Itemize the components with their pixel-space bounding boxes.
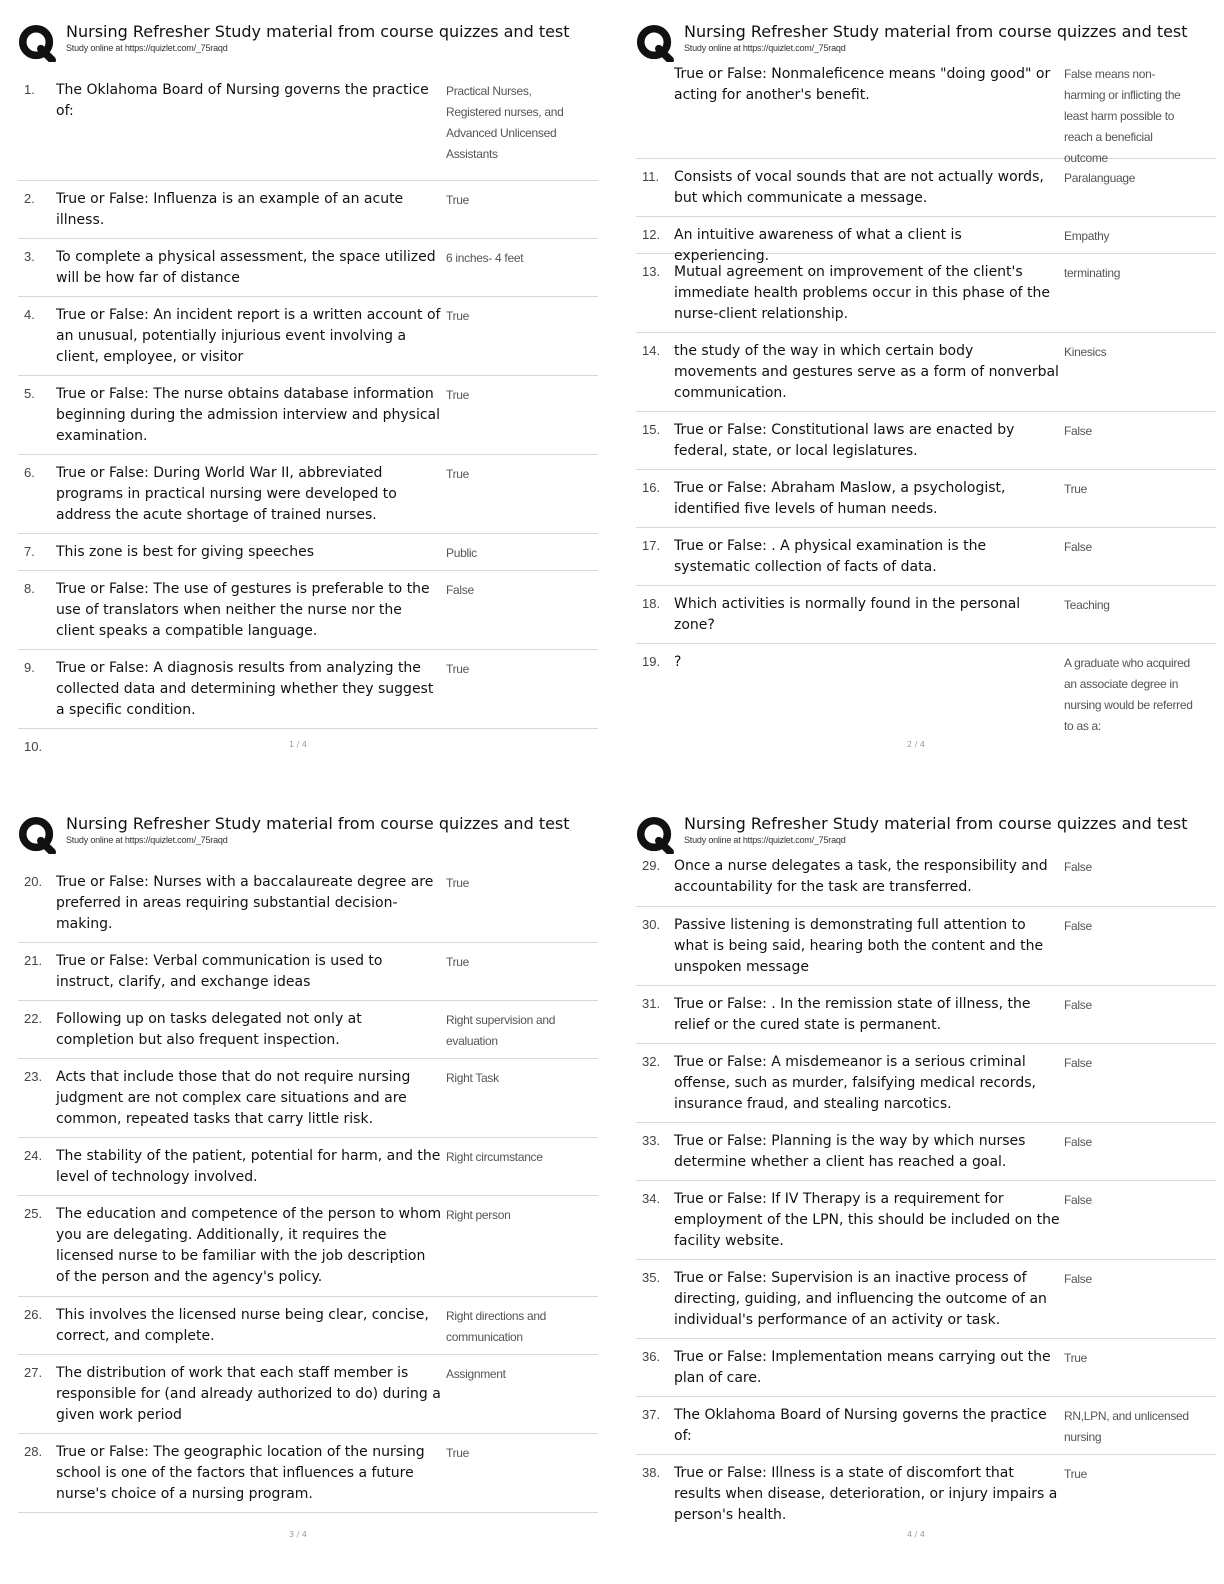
list-item — [18, 455, 598, 534]
item-answer: Assignment — [446, 1367, 506, 1381]
page-header — [18, 22, 598, 72]
item-number: 28. — [24, 1444, 43, 1459]
item-question: True or False: Nurses with a baccalaureate degree are preferred in areas requiring substantial decision-making. — [56, 874, 434, 932]
item-question: True or False: Planning is the way by which nurses determine whether a client has reached a goal. — [674, 1133, 1026, 1170]
item-question: True or False: Nonmaleficence means "doing good" or acting for another's benefit. — [674, 66, 1051, 103]
list-item — [636, 1123, 1216, 1181]
item-question: True or False: If IV Therapy is a requirement for employment of the LPN, this should be included on the facility website. — [674, 1191, 1060, 1249]
item-number: 38. — [642, 1465, 661, 1480]
list-item — [18, 864, 598, 943]
list-item — [636, 159, 1216, 217]
list-item — [18, 72, 598, 181]
list-item — [636, 528, 1216, 586]
page-number: 2 / 4 — [907, 740, 925, 749]
item-answer: False — [1064, 1193, 1092, 1207]
item-number: 9. — [24, 660, 35, 675]
list-item — [18, 1434, 598, 1513]
page-2 — [636, 22, 1216, 749]
item-answer: True — [446, 662, 470, 676]
item-number: 19. — [642, 654, 661, 669]
item-answer: Right supervision and evaluation — [446, 1013, 556, 1048]
item-question: True or False: The nurse obtains database information beginning during the admission interview and physical examination. — [56, 386, 441, 444]
item-answer: Empathy — [1064, 229, 1110, 243]
quizlet-logo-icon — [18, 816, 56, 854]
item-question: True or False: Supervision is an inactive process of directing, guiding, and influencing the outcome of an individual's performance of an activity or task. — [674, 1270, 1047, 1328]
page-number: 4 / 4 — [907, 1530, 925, 1539]
list-item — [18, 571, 598, 650]
list-item — [18, 1001, 598, 1059]
item-number: 34. — [642, 1191, 661, 1206]
list-item — [18, 1297, 598, 1355]
item-question: Passive listening is demonstrating full attention to what is being said, hearing both the content and the unspoken message — [674, 917, 1044, 975]
item-question: Consists of vocal sounds that are not actually words, but which communicate a message. — [674, 169, 1044, 206]
item-answer: False — [1064, 424, 1092, 438]
page-number: 3 / 4 — [289, 1530, 307, 1539]
item-number: 8. — [24, 581, 35, 596]
list-item — [636, 586, 1216, 644]
item-question: Acts that include those that do not require nursing judgment are not complex care situations and are common, repeated tasks that carry little risk. — [56, 1069, 411, 1127]
page-title: Nursing Refresher Study material from course quizzes and test — [66, 814, 570, 833]
item-number: 22. — [24, 1011, 43, 1026]
item-question: Which activities is normally found in the personal zone? — [674, 596, 1021, 633]
item-answer: Right circumstance — [446, 1150, 543, 1164]
item-number: 21. — [24, 953, 43, 968]
item-number: 6. — [24, 465, 35, 480]
item-question: True or False: . In the remission state of illness, the relief or the cured state is permanent. — [674, 996, 1031, 1033]
item-number: 30. — [642, 917, 661, 932]
item-question: ? — [674, 654, 682, 670]
item-answer: False — [1064, 540, 1092, 554]
item-number: 27. — [24, 1365, 43, 1380]
list-item — [636, 1455, 1216, 1533]
list-item — [636, 254, 1216, 333]
item-number: 29. — [642, 858, 661, 873]
page-3 — [18, 814, 598, 1539]
list-item — [18, 1196, 598, 1297]
item-answer: True — [446, 309, 470, 323]
page-1 — [18, 22, 598, 759]
list-item — [636, 412, 1216, 470]
item-answer: True — [1064, 482, 1088, 496]
item-question: This involves the licensed nurse being clear, concise, correct, and complete. — [56, 1307, 429, 1344]
page-header — [18, 814, 598, 864]
item-answer: Paralanguage — [1064, 171, 1136, 185]
list-item — [636, 217, 1216, 264]
quizlet-logo-icon — [636, 816, 674, 854]
list-item — [636, 1339, 1216, 1397]
item-number: 35. — [642, 1270, 661, 1285]
item-number: 26. — [24, 1307, 43, 1322]
item-question: True or False: Verbal communication is used to instruct, clarify, and exchange ideas — [56, 953, 383, 990]
item-question: True or False: . A physical examination is the systematic collection of facts of data. — [674, 538, 987, 575]
item-question: True or False: Implementation means carrying out the plan of care. — [674, 1349, 1051, 1386]
list-item — [636, 1044, 1216, 1123]
list-item — [18, 239, 598, 297]
item-answer: RN,LPN, and unlicensed nursing — [1064, 1409, 1189, 1444]
list-item — [18, 534, 598, 571]
quizlet-logo-icon — [636, 24, 674, 62]
item-answer: True — [1064, 1351, 1088, 1365]
list-item — [636, 62, 1216, 165]
item-answer: True — [446, 1446, 470, 1460]
item-number: 24. — [24, 1148, 43, 1163]
list-item — [18, 181, 598, 239]
page-subtitle: Study online at https://quizlet.com/_75raqd — [684, 835, 846, 845]
item-answer: Teaching — [1064, 598, 1110, 612]
item-question: True or False: The geographic location of the nursing school is one of the factors that influences a future nurse's choice of a nursing program. — [56, 1444, 425, 1502]
list-item — [636, 1181, 1216, 1260]
item-number: 4. — [24, 307, 35, 322]
item-question: The Oklahoma Board of Nursing governs the practice of: — [674, 1407, 1047, 1444]
item-number: 2. — [24, 191, 35, 206]
page-title: Nursing Refresher Study material from course quizzes and test — [684, 22, 1188, 41]
item-question: True or False: An incident report is a written account of an unusual, potentially injurious event involving a client, employee, or visitor — [56, 307, 441, 365]
item-question: True or False: Influenza is an example of an acute illness. — [56, 191, 404, 228]
item-answer: Right directions and communication — [446, 1309, 547, 1344]
list-item — [18, 376, 598, 455]
item-question: True or False: Constitutional laws are enacted by federal, state, or local legislatures. — [674, 422, 1015, 459]
item-number: 16. — [642, 480, 661, 495]
item-number: 13. — [642, 264, 661, 279]
item-answer: False means non-harming or inflicting the least harm possible to reach a beneficial outcome — [1064, 67, 1181, 165]
page-title: Nursing Refresher Study material from course quizzes and test — [684, 814, 1188, 833]
list-item — [18, 297, 598, 376]
item-answer: False — [1064, 998, 1092, 1012]
item-answer: False — [1064, 860, 1092, 874]
item-number: 14. — [642, 343, 661, 358]
list-item — [636, 986, 1216, 1044]
list-item — [636, 1397, 1216, 1455]
item-answer: True — [446, 467, 470, 481]
item-answer: False — [1064, 1272, 1092, 1286]
item-answer: Practical Nurses, Registered nurses, and Advanced Unlicensed Assistants — [446, 84, 564, 161]
item-answer: True — [1064, 1467, 1088, 1481]
item-answer: True — [446, 955, 470, 969]
item-question: The education and competence of the person to whom you are delegating. Additionally, it requires the licensed nurse to be familiar with the job description of the person and the agency's policy. — [56, 1206, 442, 1285]
list-item — [636, 470, 1216, 528]
item-number: 12. — [642, 227, 661, 242]
page-header — [636, 22, 1216, 62]
list-item — [18, 650, 598, 729]
page-header — [636, 814, 1216, 852]
item-question: An intuitive awareness of what a client is experiencing. — [674, 227, 962, 264]
page-number: 1 / 4 — [289, 740, 307, 749]
item-question: The distribution of work that each staff member is responsible for (and already authorized to do) during a given work period — [56, 1365, 441, 1423]
item-number: 7. — [24, 544, 35, 559]
item-answer: Kinesics — [1064, 345, 1107, 359]
item-number: 5. — [24, 386, 35, 401]
item-question: True or False: A misdemeanor is a serious criminal offense, such as murder, falsifying medical records, insurance fraud, and stealing narcotics. — [674, 1054, 1036, 1112]
list-item — [636, 644, 1216, 736]
list-item — [636, 907, 1216, 986]
item-answer: True — [446, 193, 470, 207]
quizlet-logo-icon — [18, 24, 56, 62]
item-answer: False — [1064, 919, 1092, 933]
item-answer: False — [446, 583, 474, 597]
item-answer: 6 inches- 4 feet — [446, 251, 524, 265]
item-number: 18. — [642, 596, 661, 611]
item-question: True or False: During World War II, abbreviated programs in practical nursing were developed to address the acute shortage of trained nurses. — [56, 465, 397, 523]
item-question: True or False: Abraham Maslow, a psychologist, identified five levels of human needs. — [674, 480, 1006, 517]
item-question: True or False: The use of gestures is preferable to the use of translators when neither the nurse nor the client speaks a compatible language. — [56, 581, 430, 639]
item-number: 1. — [24, 82, 35, 97]
list-item — [18, 1138, 598, 1196]
item-question: the study of the way in which certain body movements and gestures serve as a form of nonverbal communication. — [674, 343, 1059, 401]
page-subtitle: Study online at https://quizlet.com/_75raqd — [66, 43, 228, 53]
item-question: True or False: A diagnosis results from analyzing the collected data and determining whether they suggest a specific condition. — [56, 660, 434, 718]
item-answer: False — [1064, 1135, 1092, 1149]
page-subtitle: Study online at https://quizlet.com/_75raqd — [66, 835, 228, 845]
item-number: 32. — [642, 1054, 661, 1069]
item-question: The Oklahoma Board of Nursing governs the practice of: — [56, 82, 429, 119]
item-number: 11. — [642, 169, 660, 184]
page-subtitle: Study online at https://quizlet.com/_75raqd — [684, 43, 846, 53]
list-item — [636, 333, 1216, 412]
item-answer: A graduate who acquired an associate degree in nursing would be referred to as a: — [1064, 656, 1193, 733]
item-number: 31. — [642, 996, 661, 1011]
item-number: 17. — [642, 538, 661, 553]
item-answer: Right person — [446, 1208, 511, 1222]
item-number: 37. — [642, 1407, 661, 1422]
item-answer: Public — [446, 546, 477, 560]
list-item — [636, 852, 1216, 907]
page-title: Nursing Refresher Study material from course quizzes and test — [66, 22, 570, 41]
item-number: 3. — [24, 249, 35, 264]
item-question: Mutual agreement on improvement of the client's immediate health problems occur in this phase of the nurse-client relationship. — [674, 264, 1050, 322]
item-question: Once a nurse delegates a task, the responsibility and accountability for the task are transferred. — [674, 858, 1048, 895]
item-number: 10. — [24, 739, 43, 754]
item-answer: False — [1064, 1056, 1092, 1070]
item-number: 20. — [24, 874, 43, 889]
list-item — [636, 1260, 1216, 1339]
item-number: 36. — [642, 1349, 661, 1364]
item-question: Following up on tasks delegated not only at completion but also frequent inspection. — [56, 1011, 362, 1048]
item-number: 23. — [24, 1069, 43, 1084]
item-question: The stability of the patient, potential for harm, and the level of technology involved. — [56, 1148, 441, 1185]
page-4 — [636, 814, 1216, 1539]
item-number: 33. — [642, 1133, 661, 1148]
item-question: To complete a physical assessment, the space utilized will be how far of distance — [56, 249, 436, 286]
item-answer: terminating — [1064, 266, 1121, 280]
item-answer: True — [446, 876, 470, 890]
item-answer: Right Task — [446, 1071, 499, 1085]
item-number: 25. — [24, 1206, 43, 1221]
list-item — [18, 1355, 598, 1434]
item-question: This zone is best for giving speeches — [56, 544, 315, 560]
item-answer: True — [446, 388, 470, 402]
item-number: 15. — [642, 422, 661, 437]
list-item — [18, 1059, 598, 1138]
item-question: True or False: Illness is a state of discomfort that results when disease, deterioration, or injury impairs a person's health. — [674, 1465, 1058, 1523]
list-item — [18, 943, 598, 1001]
